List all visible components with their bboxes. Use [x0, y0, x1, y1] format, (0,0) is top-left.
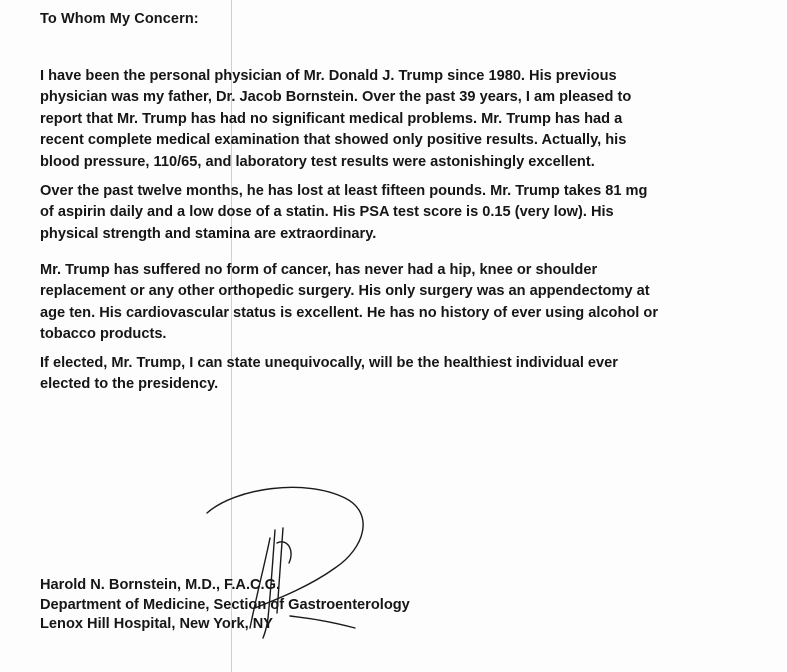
paragraph-1: I have been the personal physician of Mr. Donald J. Trump since 1980. His previous physician was my father, Dr. Jacob Bornstein. Over the past 39 years, I am pleased to report that Mr. Trump has had no significant medical problems. Mr. Trump has had a recent complete medical examination that showed only positive results. Actually, his blood pressure, 110/65, and laboratory test results were astonishingly excellent. — [40, 68, 632, 170]
salutation: To Whom My Concern: — [40, 11, 199, 27]
paragraph-4: If elected, Mr. Trump, I can state unequivocally, will be the healthiest individual ever elected to the presidency. — [40, 355, 618, 393]
paragraph-2: Over the past twelve months, he has lost at least fifteen pounds. Mr. Trump takes 81 mg of aspirin daily and a low dose of a statin. His PSA test score is 0.15 (very low). His physical strength and stamina are extraordinary. — [40, 183, 648, 242]
signer-name: Harold N. Bornstein, M.D., F.A.C.G. — [40, 577, 280, 593]
paragraph-3: Mr. Trump has suffered no form of cancer, has never had a hip, knee or shoulder replacement or any other orthopedic surgery. His only surgery was an appendectomy at age ten. His cardiovascular status is excellent. He has no history of ever using alcohol or tobacco products. — [40, 262, 659, 343]
signer-institution: Lenox Hill Hospital, New York, NY — [40, 616, 274, 632]
signature-block — [40, 576, 410, 635]
signer-department: Department of Medicine, Section of Gastroenterology — [40, 596, 410, 613]
